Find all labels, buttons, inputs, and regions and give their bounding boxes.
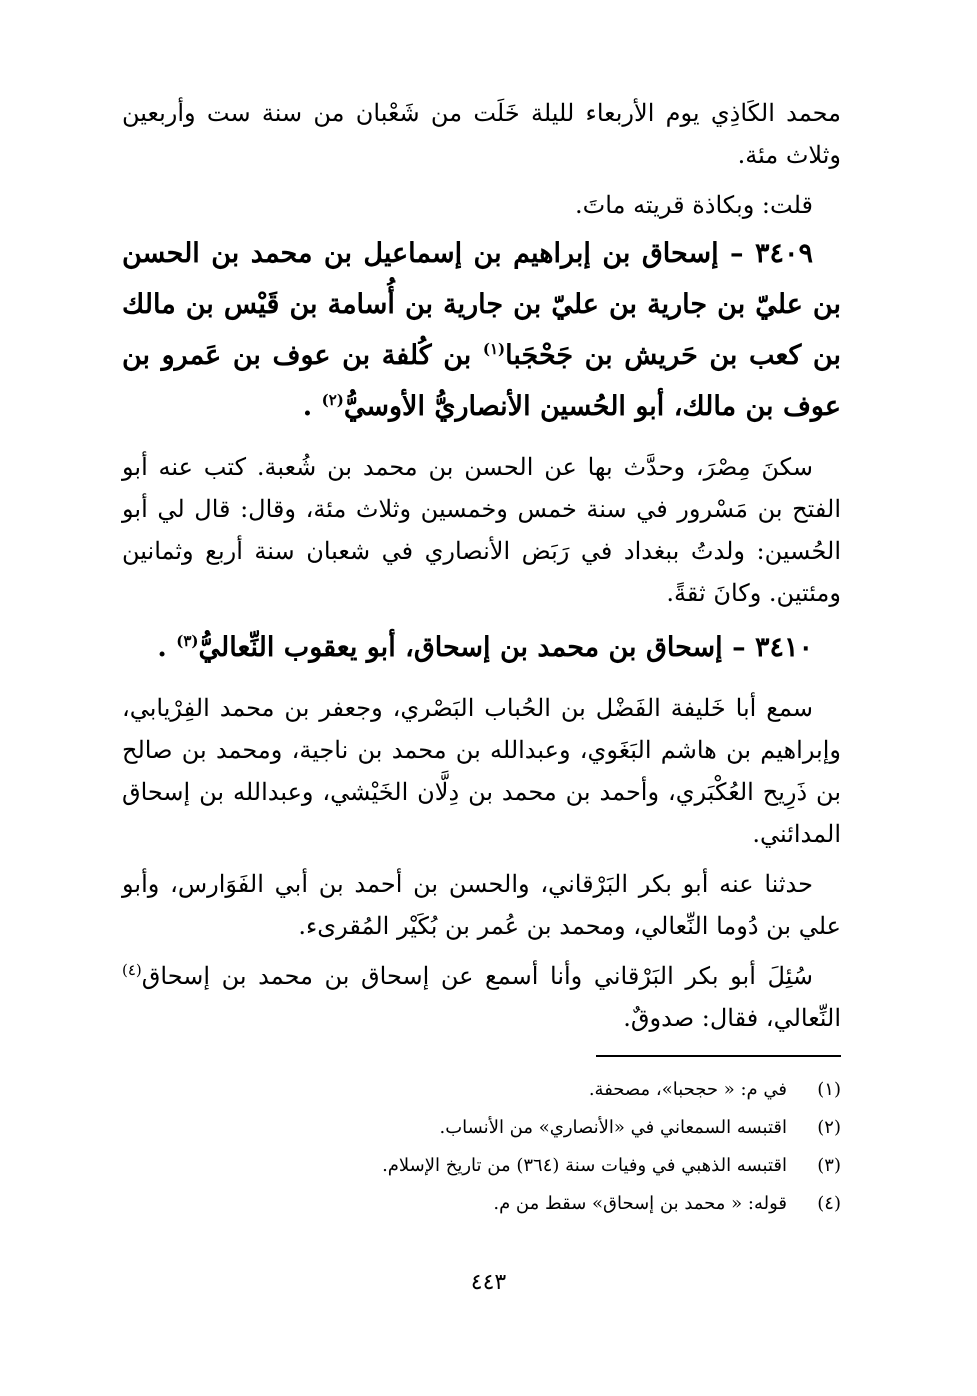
footnote-item — [122, 1147, 841, 1185]
footnote-ref-4: (٤) — [122, 961, 142, 979]
footnote-text: اقتبسه الذهبي في وفيات سنة (٣٦٤) من تاريخ الإسلام. — [382, 1155, 787, 1176]
entry-3409-title: ٣٤٠٩ – إسحاق بن إبراهيم بن إسماعيل بن محمد بن الحسن بن عليّ بن جارية بن عليّ بن جارية بن أُسامة بن قَيْس بن مالك بن كعب بن حَريش بن جَحْجَبا — [122, 238, 842, 371]
footnote-text: في م: « حجحبا»، مصحفة. — [588, 1079, 787, 1100]
entry-3410-title-end: . — [157, 632, 177, 663]
footnotes-list — [122, 1071, 841, 1223]
footnote-ref-3: (٣) — [176, 632, 199, 650]
footnote-number: (٣) — [817, 1155, 841, 1176]
footnote-text: اقتبسه السمعاني في «الأنصاري» من الأنساب. — [439, 1117, 787, 1138]
footnote-text: قوله: « محمد بن إسحاق» سقط من م. — [493, 1193, 787, 1214]
footnote-ref-1: (١) — [482, 340, 506, 358]
footnote-item — [122, 1185, 841, 1223]
footnote-number: (١) — [817, 1079, 841, 1100]
footnote-number: (٤) — [817, 1193, 841, 1214]
entry-3409-title-end: . — [302, 391, 322, 422]
entry-3410-text-3 — [122, 955, 841, 1039]
entry-3410-text-1: سمع أبا خَليفة الفَضْل بن الحُباب البَصْري، وجعفر بن محمد الفِرْيابي، وإبراهيم بن هاشم البَغَوي، وعبدالله بن محمد بن ناجية، ومحمد بن صالح بن ذَرِيح العُكْبَري، وأحمد بن محمد بن دِلَّان الخَيْشي، وعبدالله بن إسحاق المدائني. — [122, 694, 841, 848]
page-number: ٤٤٣ — [470, 1270, 507, 1295]
entry-3409-heading — [122, 228, 841, 432]
entry-3410-text-2: حدثنا عنه أبو بكر البَرْقاني، والحسن بن أحمد بن أبي الفَوَارس، وأبو علي بن دُوما النِّعالي، ومحمد بن عُمر بن بُكَيْر المُقرىء. — [122, 870, 841, 940]
footnote-divider — [596, 1055, 841, 1057]
entry-3410-title: ٣٤١٠ – إسحاق بن محمد بن إسحاق، أبو يعقوب النِّعاليُّ — [198, 632, 813, 663]
entry-3410-text-3b: النِّعالي، فقال: صدوقٌ. — [623, 1004, 841, 1032]
footnote-item — [122, 1071, 841, 1109]
entry-3410-text-3a: سُئِلَ أبو بكر البَرْقاني وأنا أسمع عن إسحاق بن محمد بن إسحاق — [141, 962, 813, 990]
entry-3409-title-rest: بن كُلفة بن عوف بن عَمرو بن عوف بن مالك، أبو الحُسين الأنصاريُّ الأوسيُّ — [122, 340, 841, 422]
footnote-ref-2: (٢) — [321, 391, 344, 409]
body-paragraph-note: قلت: وبكاذة قريته ماتَ. — [575, 191, 813, 219]
entry-3409-text: سكنَ مِصْرَ، وحدَّث بها عن الحسن بن محمد بن شُعبة. كتب عنه أبو الفتح بن مَسْرور في سنة خمس وخمسين وثلاث مئة، وقال: قال لي أبو الحُسين: ولدتُ ببغداد في رَبَض الأنصاري في شعبان سنة أربع وثمانين ومئتين. وكانَ ثقةً. — [122, 453, 841, 607]
footnote-item — [122, 1109, 841, 1147]
footnote-number: (٢) — [817, 1117, 841, 1138]
entry-3410-heading — [122, 622, 841, 673]
body-paragraph-continuation: محمد الكَاذِي يوم الأربعاء لليلة خَلَت من شَعْبان من سنة ست وأربعين وثلاث مئة. — [122, 99, 841, 169]
